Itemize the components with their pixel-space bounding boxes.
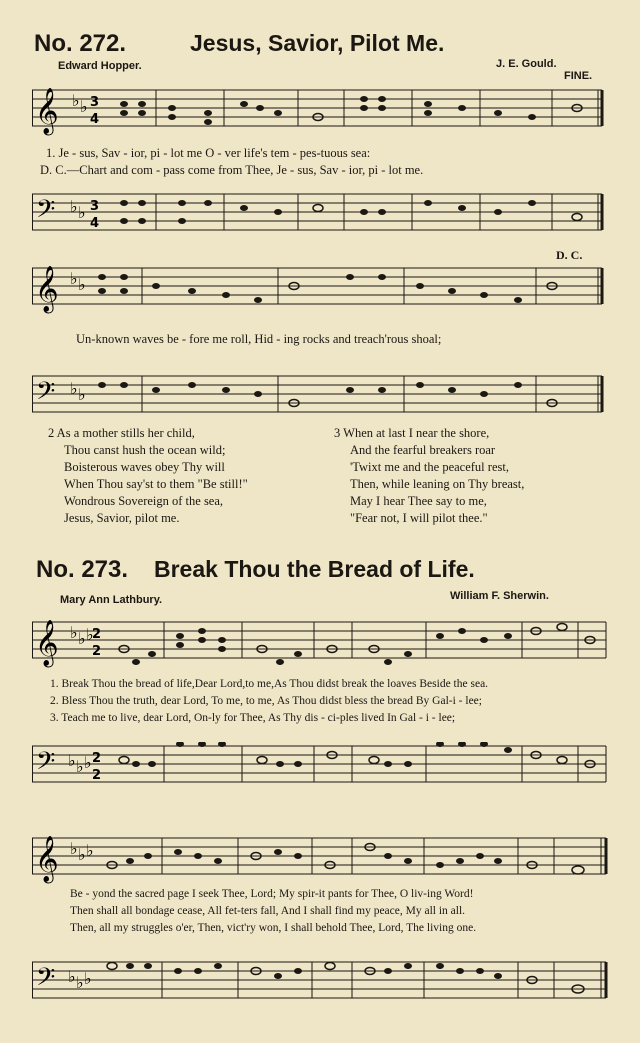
hymn-272-lyric-line-1: 1. Je - sus, Sav - ior, pi - lot me O - ver life's tem - pes-tuous sea:	[46, 146, 371, 160]
verse-line: When Thou say'st to them "Be still!"	[64, 477, 248, 491]
hymn-272-title: Jesus, Savior, Pilot Me.	[190, 30, 445, 56]
verse-line: Boisterous waves obey Thy will	[64, 460, 225, 474]
hymn-272-bass-staff-2	[32, 372, 610, 422]
verse-line: Wondrous Sovereign of the sea,	[64, 494, 224, 508]
svg-text:♭: ♭	[76, 973, 84, 992]
dc-mark: D. C.	[556, 248, 583, 262]
svg-text:♭: ♭	[78, 385, 86, 404]
svg-text:2: 2	[92, 644, 102, 659]
svg-text:♭: ♭	[78, 629, 86, 648]
svg-text:4: 4	[90, 216, 100, 231]
svg-text:♭: ♭	[84, 753, 92, 772]
verse-line: "Fear not, I will pilot thee."	[350, 511, 488, 525]
svg-text:♭: ♭	[78, 845, 86, 864]
hymn-273-music-credit: William F. Sherwin.	[450, 590, 549, 602]
verse-line: Then, while leaning on Thy breast,	[350, 477, 525, 491]
svg-text:4: 4	[90, 112, 100, 127]
svg-text:𝄢: 𝄢	[36, 963, 56, 998]
hymn-272-verse-3	[334, 425, 524, 527]
svg-text:♭: ♭	[78, 203, 86, 222]
verse-line: 2 As a mother stills her child,	[48, 426, 195, 440]
hymn-272-verse-2	[48, 425, 248, 527]
hymn-273-lyric-verse-1-top: 1. Break Thou the bread of life,Dear Lord,to me,As Thou didst break the loaves Beside the sea.	[50, 678, 489, 690]
svg-text:♭: ♭	[80, 97, 88, 116]
hymn-272-bass-staff-1	[32, 190, 610, 240]
svg-text:3: 3	[90, 95, 100, 110]
hymn-273-treble-staff-1	[32, 614, 610, 670]
notes	[120, 96, 582, 125]
bass-clef-icon: 𝄢	[36, 195, 56, 230]
svg-text:♭: ♭	[78, 275, 86, 294]
svg-text:♭: ♭	[70, 839, 78, 858]
hymn-273-lyric-verse-2-bottom: Then shall all bondage cease, All fet-ters fall, And I shall find my peace, My all in all.	[70, 905, 466, 917]
verse-line: Jesus, Savior, pilot me.	[64, 511, 180, 525]
svg-text:𝄢: 𝄢	[36, 747, 56, 782]
hymn-273-bass-staff-2	[32, 958, 610, 1008]
svg-text:♭: ♭	[76, 757, 84, 776]
svg-text:𝄞: 𝄞	[35, 266, 59, 312]
fine-mark: FINE.	[564, 70, 593, 82]
hymn-272-treble-staff-1	[32, 86, 610, 136]
svg-text:𝄢: 𝄢	[36, 377, 56, 412]
hymn-273-title: Break Thou the Bread of Life.	[154, 556, 475, 582]
verse-line: 3 When at last I near the shore,	[334, 426, 490, 440]
svg-text:♭: ♭	[86, 625, 94, 644]
svg-text:♭: ♭	[70, 623, 78, 642]
hymn-273-lyric-verse-1-bottom: Be - yond the sacred page I seek Thee, Lord; My spir-it pants for Thee, O liv-ing Word!	[70, 888, 474, 900]
hymn-273-lyric-verse-3-top: 3. Teach me to live, dear Lord, On-ly for Thee, As Thy dis - ci-ples lived In Gal - i - lee;	[50, 712, 456, 724]
verse-line: And the fearful breakers roar	[350, 443, 496, 457]
svg-text:2: 2	[92, 627, 102, 642]
svg-text:♭: ♭	[70, 269, 78, 288]
svg-text:♭: ♭	[72, 91, 80, 110]
hymn-272-words-credit: Edward Hopper.	[58, 60, 142, 72]
hymn-272-treble-staff-2	[32, 264, 610, 314]
hymn-272-lyric-line-3: Un-known waves be - fore me roll, Hid - ing rocks and treach'rous shoal;	[76, 332, 442, 346]
hymn-273-lyric-verse-2-top: 2. Bless Thou the truth, dear Lord, To me, to me, As Thou didst bless the bread By Gal-i - lee;	[50, 695, 482, 707]
hymn-273-lyric-verse-3-bottom: Then, all my struggles o'er, Then, vict'ry won, I shall behold Thee, Lord, The living one.	[70, 922, 477, 934]
hymn-273-bass-staff-1	[32, 742, 610, 792]
svg-text:♭: ♭	[84, 969, 92, 988]
verse-line: Thou canst hush the ocean wild;	[64, 443, 226, 457]
verse-line: May I hear Thee say to me,	[350, 494, 487, 508]
svg-text:𝄞: 𝄞	[35, 836, 59, 882]
svg-text:♭: ♭	[70, 379, 78, 398]
svg-text:♭: ♭	[86, 841, 94, 860]
svg-text:♭: ♭	[68, 967, 76, 986]
hymn-273-words-credit: Mary Ann Lathbury.	[60, 594, 163, 606]
hymn-272-lyric-line-2: D. C.—Chart and com - pass come from Thee, Je - sus, Sav - ior, pi - lot me.	[40, 163, 424, 177]
svg-text:𝄞: 𝄞	[35, 620, 59, 666]
hymn-272-number: No. 272.	[34, 30, 127, 57]
svg-text:2: 2	[92, 751, 102, 766]
svg-text:♭: ♭	[70, 197, 78, 216]
svg-text:3: 3	[90, 199, 100, 214]
hymn-272-music-credit: J. E. Gould.	[496, 58, 557, 70]
treble-clef-icon: 𝄞	[35, 88, 59, 134]
verse-line: 'Twixt me and the peaceful rest,	[350, 460, 509, 474]
hymn-273-number: No. 273.	[36, 556, 129, 583]
hymn-273-treble-staff-2	[32, 830, 610, 886]
svg-text:♭: ♭	[68, 751, 76, 770]
svg-text:2: 2	[92, 768, 102, 783]
